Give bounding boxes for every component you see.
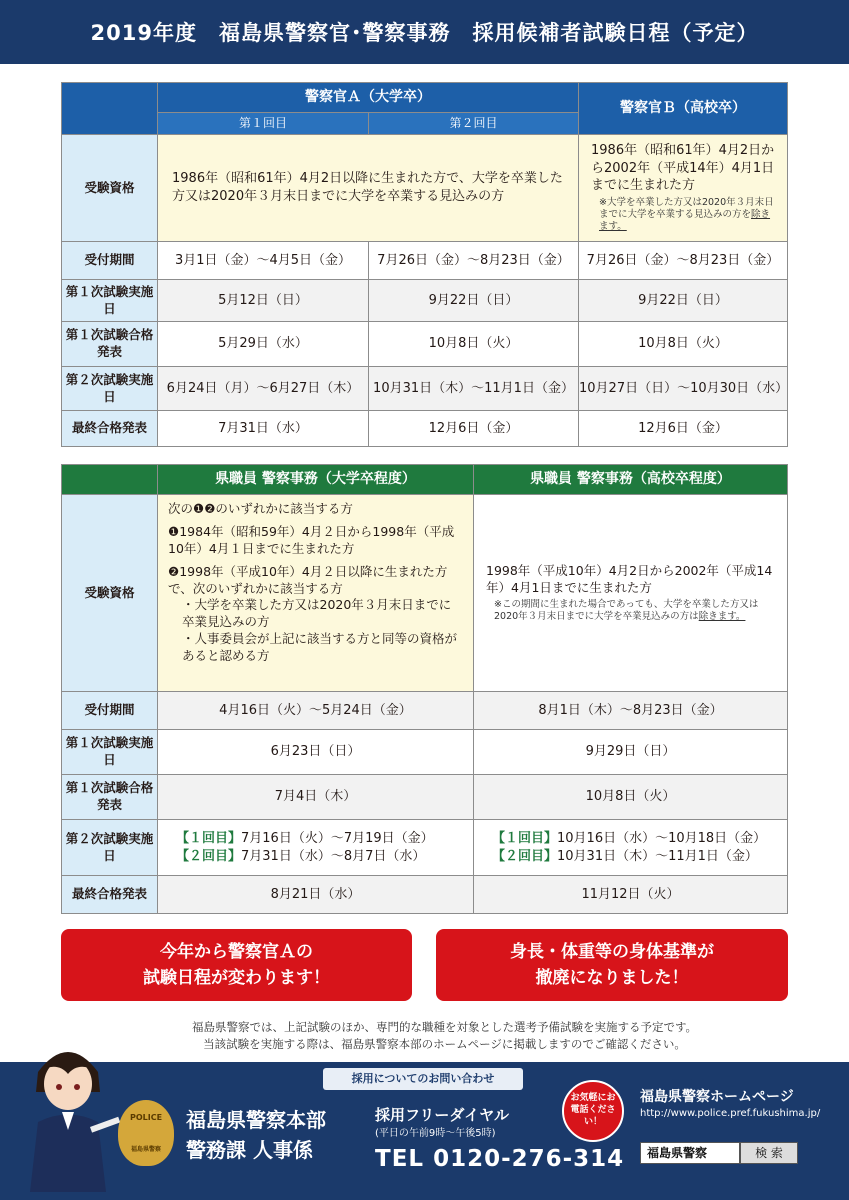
table-cell: 4月16日（火）～5月24日（金） <box>158 692 474 730</box>
table-cell: 7月26日（金）～8月23日（金） <box>369 242 579 280</box>
header-officer-b: 警察官Ｂ（高校卒） <box>579 83 788 135</box>
header-round-2: 第２回目 <box>369 113 579 135</box>
eligibility-clerk-high-note-excl: 除きます。 <box>698 610 746 622</box>
table-cell: 7月31日（水） <box>158 411 369 447</box>
row-label-reception: 受付期間 <box>62 692 158 730</box>
page-title: 2019年度 福島県警察官･警察事務 採用候補者試験日程（予定） <box>0 0 849 64</box>
free-dial-hours: (平日の午前9時～午後5時) <box>375 1128 496 1139</box>
mascot-illustration <box>8 1012 128 1192</box>
row-label-first-exam: 第１次試験実施日 <box>62 730 158 775</box>
table-cell: 10月8日（火） <box>579 322 788 367</box>
org-dept: 警務課 人事係 <box>186 1138 313 1162</box>
table-cell: 10月8日（火） <box>474 775 788 820</box>
round-tag: 【１回目】 <box>176 830 242 846</box>
table-cell: 10月27日（日）～10月30日（水） <box>579 367 788 411</box>
table-cell: 9月22日（日） <box>579 280 788 322</box>
search-input[interactable] <box>640 1142 740 1164</box>
header-clerk-high: 県職員 警察事務（高校卒程度） <box>474 465 788 495</box>
table-cell: 5月29日（水） <box>158 322 369 367</box>
police-clerk-schedule-table <box>61 464 788 914</box>
police-badge-icon <box>118 1100 174 1166</box>
call-bubble <box>562 1080 624 1142</box>
eligibility-clerk-univ-2: ❷1998年（平成10年）4月２日以降に生まれた方で、次のいずれかに該当する方 <box>168 563 448 596</box>
table-cell: 10月8日（火） <box>369 322 579 367</box>
table-cell: 7月4日（木） <box>158 775 474 820</box>
org-name: 福島県警察本部 <box>186 1108 326 1132</box>
free-dial-label: 採用フリーダイヤル <box>375 1106 509 1124</box>
table-cell: 3月1日（金）～4月5日（金） <box>158 242 369 280</box>
eligibility-officer-b: 1986年（昭和61年）4月2日から2002年（平成14年）4月1日までに生まれた方 <box>591 143 775 194</box>
call-bubble-text: お気軽にお電話ください！ <box>570 1093 616 1127</box>
eligibility-officer-a: 1986年（昭和61年）4月2日以降に生まれた方で、大学を卒業した方又は2020年３月末日までに大学を卒業する見込みの方 <box>158 135 579 242</box>
table-cell: 5月12日（日） <box>158 280 369 322</box>
eligibility-officer-b-note: ※大学を卒業した方又は2020年３月末日までに大学を卒業する見込みの方を <box>599 196 774 221</box>
row-label-second-exam: 第２次試験実施日 <box>62 820 158 876</box>
corner-cell <box>62 83 158 135</box>
table-cell: 7月16日（火）～7月19日（金） <box>241 830 434 846</box>
row-label-first-pass: 第１次試験合格発表 <box>62 322 158 367</box>
table-cell: 10月31日（木）～11月1日（金） <box>557 848 758 864</box>
table-cell: 9月22日（日） <box>369 280 579 322</box>
table-cell: 7月26日（金）～8月23日（金） <box>579 242 788 280</box>
round-tag: 【２回目】 <box>492 848 558 864</box>
table-cell: 6月23日（日） <box>158 730 474 775</box>
header-clerk-univ: 県職員 警察事務（大学卒程度） <box>158 465 474 495</box>
row-label-eligibility: 受験資格 <box>62 495 158 692</box>
contact-footer <box>0 1062 849 1200</box>
row-label-first-exam: 第１次試験実施日 <box>62 280 158 322</box>
search-input-value: 福島県警察 <box>647 1146 708 1160</box>
table-cell: 7月31日（水）～8月7日（水） <box>241 848 426 864</box>
header-round-1: 第１回目 <box>158 113 369 135</box>
homepage-title: 福島県警察ホームページ <box>640 1089 794 1105</box>
table-cell: 10月16日（水）～10月18日（金） <box>557 830 767 846</box>
round-tag: 【１回目】 <box>492 830 558 846</box>
eligibility-clerk-univ-1: ❶1984年（昭和59年）4月２日から1998年（平成10年）4月１日までに生まれた方 <box>168 523 455 556</box>
search-button[interactable]: 検 索 <box>740 1142 798 1164</box>
eligibility-clerk-univ-2b: ・人事委員会が上記に該当する方と同等の資格があると認める方 <box>182 631 458 663</box>
eligibility-officer-b-note-excl: 除きます。 <box>599 209 771 233</box>
table-cell: 11月12日（火） <box>474 876 788 914</box>
badge-sub-text: 福島県警察 <box>130 1146 161 1153</box>
inquiry-label: 採用についてのお問い合わせ <box>323 1068 523 1090</box>
notice-banner-physical-standards: 身長・体重等の身体基準が 撤廃になりました！ <box>436 929 788 1001</box>
row-label-reception: 受付期間 <box>62 242 158 280</box>
info-note-1: 福島県警察では、上記試験のほか、専門的な職種を対象とした選考予備試験を実施する予定です。 <box>191 1020 698 1034</box>
row-label-eligibility: 受験資格 <box>62 135 158 242</box>
eligibility-clerk-high-note: ※この期間に生まれた場合であっても、大学を卒業した方又は2020年３月末日までに大学を卒業見込みの方は <box>494 598 759 622</box>
table-cell: 10月31日（木）～11月1日（金） <box>369 367 579 411</box>
row-label-final: 最終合格発表 <box>62 876 158 914</box>
table-cell: 8月21日（水） <box>158 876 474 914</box>
table-cell: 12月6日（金） <box>579 411 788 447</box>
badge-text: POLICE <box>129 1113 163 1122</box>
corner-cell <box>62 465 158 495</box>
homepage-url[interactable]: http://www.police.pref.fukushima.jp/ <box>640 1108 821 1119</box>
eligibility-clerk-univ-intro: 次の❶❷のいずれかに該当する方 <box>168 501 353 516</box>
info-note-2: 当該試験を実施する際は、福島県警察本部のホームページに掲載しますのでご確認ください。 <box>203 1037 686 1051</box>
table-cell: 12月6日（金） <box>369 411 579 447</box>
notice-banner-schedule-change: 今年から警察官Ａの 試験日程が変わります！ <box>61 929 412 1001</box>
row-label-final: 最終合格発表 <box>62 411 158 447</box>
table-cell: 6月24日（月）～6月27日（木） <box>158 367 369 411</box>
table-cell: 9月29日（日） <box>474 730 788 775</box>
header-officer-a: 警察官Ａ（大学卒） <box>158 83 579 113</box>
row-label-second-exam: 第２次試験実施日 <box>62 367 158 411</box>
eligibility-clerk-high: 1998年（平成10年）4月2日から2002年（平成14年）4月1日までに生まれた方 <box>486 562 773 595</box>
phone-number[interactable]: TEL 0120-276-314 <box>375 1146 625 1172</box>
eligibility-clerk-univ-2a: ・大学を卒業した方又は2020年３月末日までに卒業見込みの方 <box>182 597 452 630</box>
table-cell: 8月1日（木）～8月23日（金） <box>474 692 788 730</box>
round-tag: 【２回目】 <box>176 848 242 864</box>
police-officer-schedule-table <box>61 82 788 447</box>
row-label-first-pass: 第１次試験合格発表 <box>62 775 158 820</box>
